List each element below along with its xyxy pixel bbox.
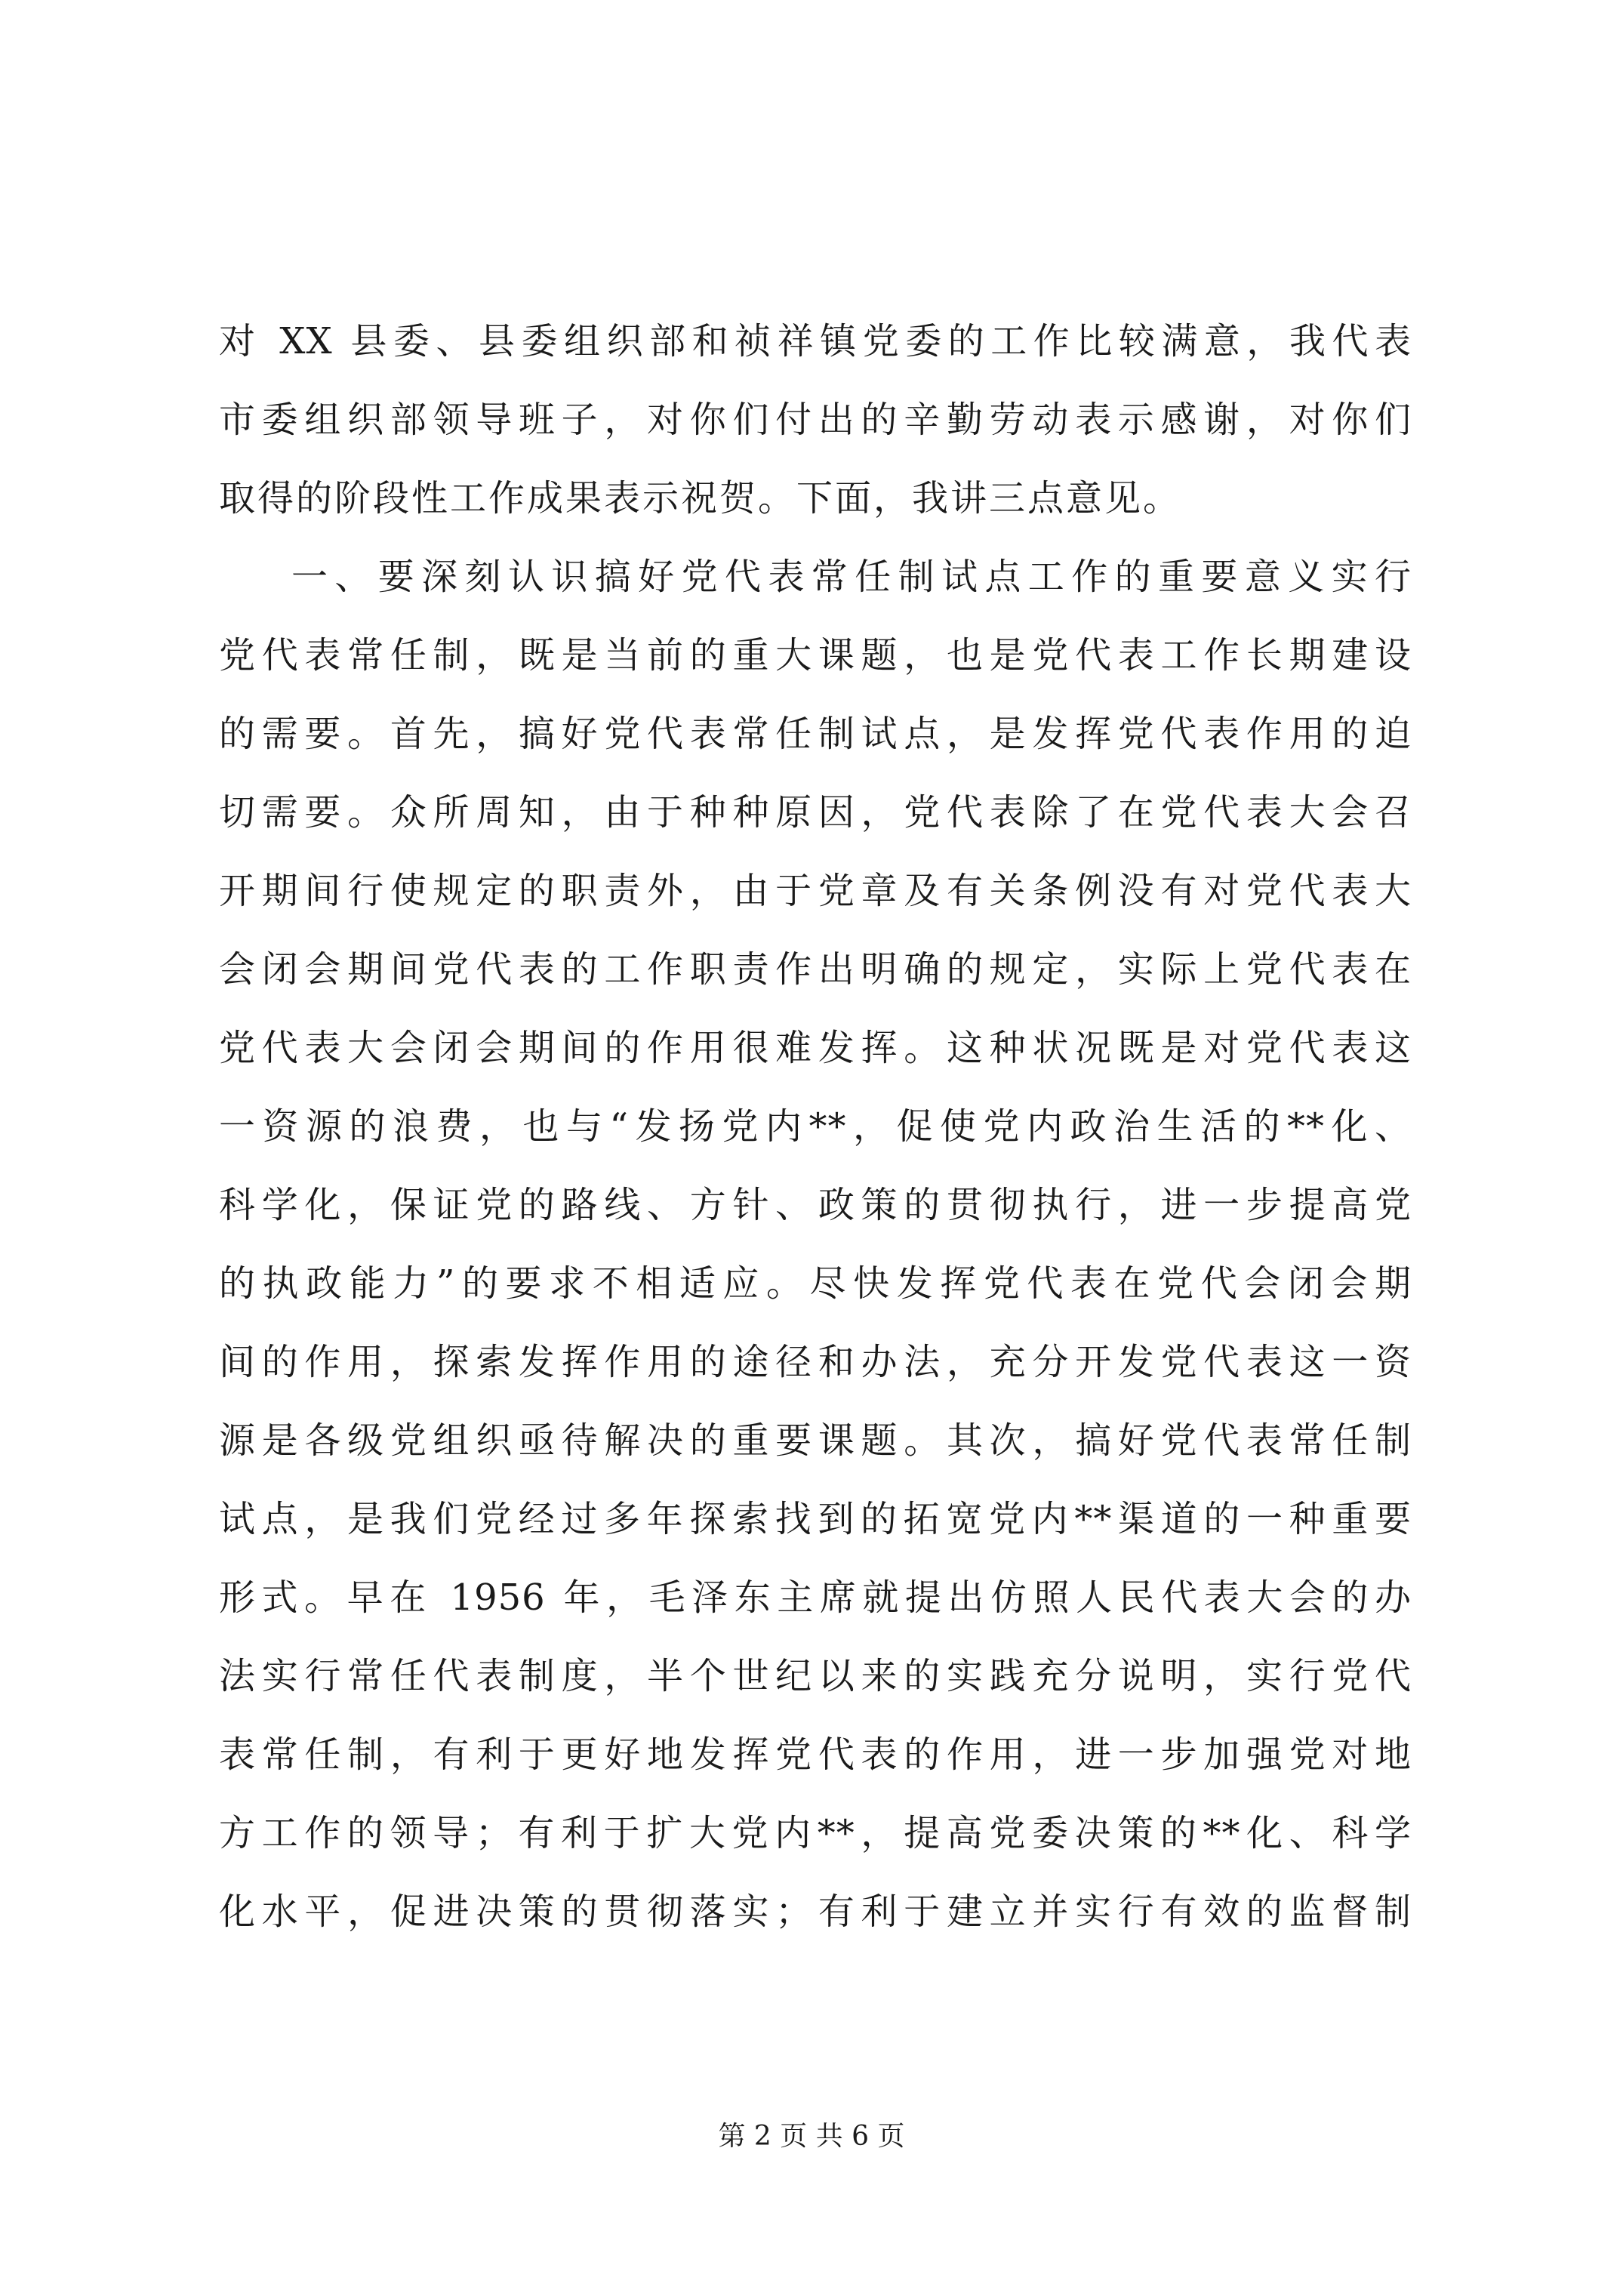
- text-line: 源是各级党组织亟待解决的重要课题。其次，搞好党代表常任制: [219, 1419, 1412, 1462]
- text-line: 党代表常任制，既是当前的重大课题，也是党代表工作长期建设: [219, 634, 1412, 676]
- text-line: 方工作的领导；有利于扩大党内**，提高党委决策的**化、科学: [219, 1812, 1412, 1854]
- text-line: 间的作用，探索发挥作用的途径和办法，充分开发党代表这一资: [219, 1341, 1412, 1383]
- body-text: [219, 302, 1412, 1951]
- text-line: 市委组织部领导班子，对你们付出的辛勤劳动表示感谢，对你们: [219, 399, 1412, 441]
- text-line: 法实行常任代表制度，半个世纪以来的实践充分说明，实行党代: [219, 1655, 1412, 1697]
- text-line: 党代表大会闭会期间的作用很难发挥。这种状况既是对党代表这: [219, 1027, 1412, 1069]
- text-line: 一资源的浪费，也与“发扬党内**，促使党内政治生活的**化、: [219, 1105, 1412, 1148]
- text-line: 开期间行使规定的职责外，由于党章及有关条例没有对党代表大: [219, 870, 1412, 912]
- text-line: 化水平，促进决策的贯彻落实；有利于建立并实行有效的监督制: [219, 1891, 1412, 1933]
- text-line: 形式。早在 1956 年，毛泽东主席就提出仿照人民代表大会的办: [219, 1576, 1412, 1619]
- text-line: 科学化，保证党的路线、方针、政策的贯彻执行，进一步提高党: [219, 1184, 1412, 1226]
- text-line: 会闭会期间党代表的工作职责作出明确的规定，实际上党代表在: [219, 948, 1412, 991]
- page-number-footer: 第 2 页 共 6 页: [718, 2121, 905, 2152]
- text-line: 的需要。首先，搞好党代表常任制试点，是发挥党代表作用的迫: [219, 713, 1412, 755]
- text-line: 一、要深刻认识搞好党代表常任制试点工作的重要意义实行: [291, 556, 1412, 598]
- text-line: 切需要。众所周知，由于种种原因，党代表除了在党代表大会召: [219, 791, 1412, 834]
- text-line: 对 XX 县委、县委组织部和祯祥镇党委的工作比较满意，我代表: [219, 320, 1412, 362]
- text-line: 取得的阶段性工作成果表示祝贺。下面，我讲三点意见。: [219, 477, 1182, 519]
- text-line: 的执政能力”的要求不相适应。尽快发挥党代表在党代会闭会期: [219, 1262, 1412, 1305]
- text-line: 试点，是我们党经过多年探索找到的拓宽党内**渠道的一种重要: [219, 1498, 1412, 1540]
- text-line: 表常任制，有利于更好地发挥党代表的作用，进一步加强党对地: [219, 1734, 1412, 1776]
